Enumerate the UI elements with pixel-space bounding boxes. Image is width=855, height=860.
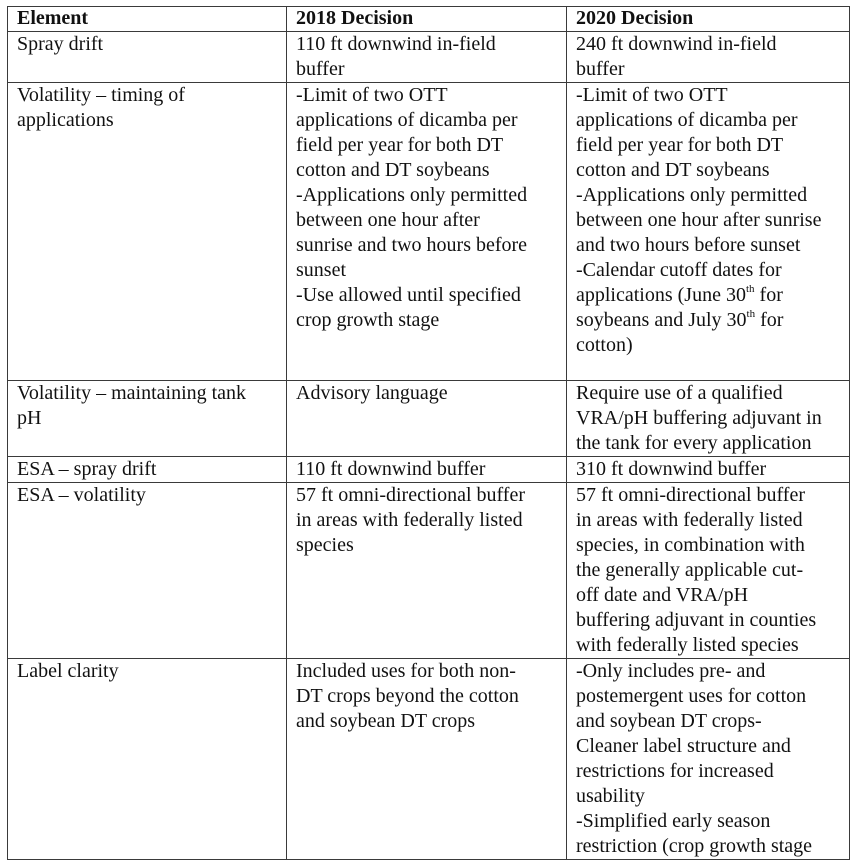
cell-line: 240 ft downwind in-field (576, 33, 777, 55)
cell-text: applications (June 30 (576, 284, 746, 306)
cell-line: postemergent uses for cotton (576, 685, 807, 707)
cell-2018 (287, 659, 567, 860)
cell-2018 (287, 381, 567, 457)
cell-line: applications of dicamba per (296, 109, 518, 131)
cell-line: Label clarity (17, 660, 119, 682)
cell-line: off date and VRA/pH (576, 584, 749, 606)
cell-line: field per year for both DT (576, 134, 784, 156)
cell-line: cotton) (576, 334, 633, 356)
cell-line: restriction (crop growth stage (576, 835, 813, 857)
cell-line: cotton and DT soybeans (576, 159, 770, 181)
cell-element (8, 32, 287, 83)
cell-2020 (567, 659, 850, 860)
table-row (8, 483, 850, 659)
cell-line: -Limit of two OTT (296, 84, 448, 106)
cell-line: species (296, 534, 354, 556)
cell-element (8, 457, 287, 483)
cell-2018 (287, 457, 567, 483)
cell-element (8, 483, 287, 659)
cell-line: in areas with federally listed (576, 509, 803, 531)
table-row (8, 659, 850, 860)
cell-line: buffer (296, 58, 345, 80)
cell-element (8, 659, 287, 860)
cell-2018 (287, 483, 567, 659)
cell-line: 57 ft omni-directional buffer (296, 484, 526, 506)
cell-line: -Applications only permitted (576, 184, 808, 206)
cell-line: buffering adjuvant in counties (576, 609, 817, 631)
cell-line: pH (17, 407, 42, 429)
cell-line: usability (576, 785, 645, 807)
cell-line: 110 ft downwind buffer (296, 458, 486, 480)
comparison-table (7, 6, 850, 860)
cell-line: between one hour after (296, 209, 480, 231)
cell-line: field per year for both DT (296, 134, 504, 156)
cell-line: and two hours before sunset (576, 234, 801, 256)
cell-line: -Applications only permitted (296, 184, 528, 206)
header-2018-decision: 2018 Decision (287, 7, 567, 32)
cell-line: and soybean DT crops (296, 710, 476, 732)
cell-line: Spray drift (17, 33, 104, 55)
cell-line: cotton and DT soybeans (296, 159, 490, 181)
cell-line: the generally applicable cut- (576, 559, 804, 581)
cell-line (576, 283, 849, 308)
cell-text: for (755, 309, 784, 331)
cell-line: Cleaner label structure and (576, 735, 791, 757)
cell-line: ESA – spray drift (17, 458, 157, 480)
cell-line: -Only includes pre- and (576, 660, 766, 682)
cell-line: 310 ft downwind buffer (576, 458, 767, 480)
cell-2018 (287, 32, 567, 83)
cell-2020 (567, 32, 850, 83)
cell-2020 (567, 457, 850, 483)
table-row (8, 457, 850, 483)
cell-line: species, in combination with (576, 534, 805, 556)
cell-line: in areas with federally listed (296, 509, 523, 531)
cell-line: VRA/pH buffering adjuvant in (576, 407, 822, 429)
cell-line: ESA – volatility (17, 484, 146, 506)
cell-2018 (287, 83, 567, 381)
cell-line: Require use of a qualified (576, 382, 783, 404)
cell-line: Included uses for both non- (296, 660, 516, 682)
cell-line: Volatility – timing of (17, 84, 185, 106)
cell-line: -Simplified early season (576, 810, 771, 832)
header-row (8, 7, 850, 32)
cell-line: restrictions for increased (576, 760, 774, 782)
cell-line: crop growth stage (296, 309, 440, 331)
cell-2020 (567, 381, 850, 457)
cell-line: and soybean DT crops- (576, 710, 762, 732)
cell-line: applications (17, 109, 114, 131)
cell-line: Volatility – maintaining tank (17, 382, 247, 404)
cell-element (8, 381, 287, 457)
cell-line: -Limit of two OTT (576, 84, 728, 106)
cell-line: -Calendar cutoff dates for (576, 259, 782, 281)
cell-text: for (754, 284, 783, 306)
cell-line: between one hour after sunrise (576, 209, 822, 231)
cell-text: soybeans and July 30 (576, 309, 747, 331)
table-row (8, 381, 850, 457)
cell-line: DT crops beyond the cotton (296, 685, 519, 707)
ordinal-suffix: th (745, 283, 755, 295)
header-2020-decision: 2020 Decision (567, 7, 850, 32)
header-element: Element (8, 7, 287, 32)
cell-2020 (567, 483, 850, 659)
ordinal-suffix: th (746, 308, 756, 320)
cell-line: buffer (576, 58, 625, 80)
cell-line: sunrise and two hours before (296, 234, 528, 256)
cell-line (576, 308, 849, 333)
cell-line: -Use allowed until specified (296, 284, 521, 306)
cell-2020 (567, 83, 850, 381)
cell-line: with federally listed species (576, 634, 799, 656)
cell-line: the tank for every application (576, 432, 812, 454)
cell-line: sunset (296, 259, 346, 281)
table-row (8, 83, 850, 381)
cell-line: applications of dicamba per (576, 109, 798, 131)
cell-element (8, 83, 287, 381)
table-row (8, 32, 850, 83)
cell-line: Advisory language (296, 382, 448, 404)
cell-line: 57 ft omni-directional buffer (576, 484, 806, 506)
cell-line: 110 ft downwind in-field (296, 33, 496, 55)
